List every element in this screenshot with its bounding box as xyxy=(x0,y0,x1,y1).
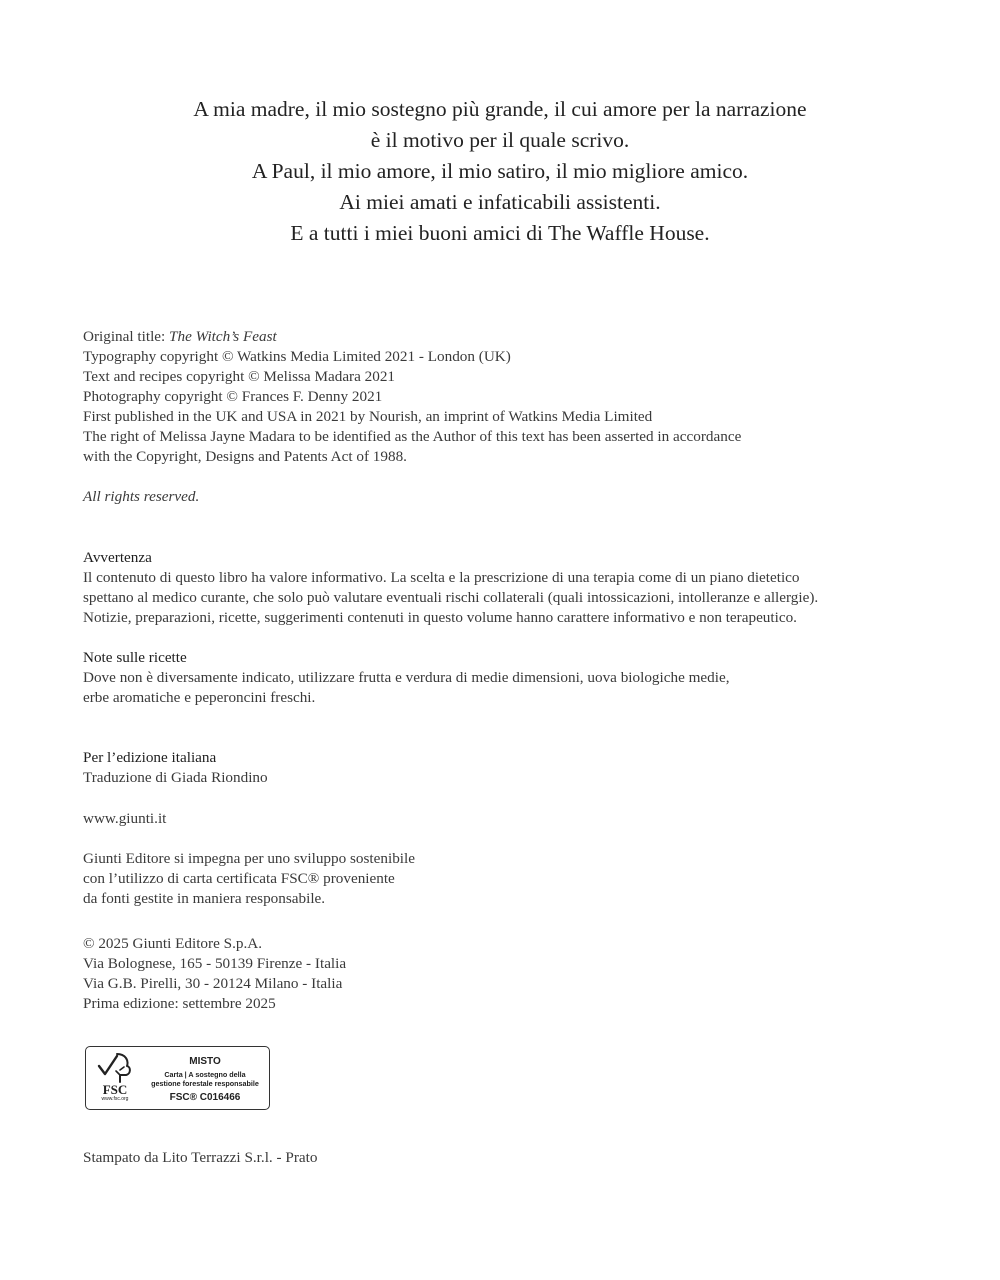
italian-edition-block xyxy=(83,748,963,788)
printer-block xyxy=(83,1148,963,1168)
copyright-line: Text and recipes copyright © Melissa Madara 2021 xyxy=(83,368,396,385)
recipe-notes-block xyxy=(83,648,963,708)
original-title-label: Original title: xyxy=(83,328,170,345)
publisher-line: Via Bolognese, 165 - 50139 Firenze - Italia xyxy=(83,955,347,972)
dedication-line: E a tutti i miei buoni amici di The Waffle House. xyxy=(290,221,710,245)
translator-credit: Traduzione di Giada Riondino xyxy=(83,769,268,786)
dedication xyxy=(0,94,1000,249)
fsc-desc-line: gestione forestale responsabile xyxy=(151,1079,259,1088)
warning-block xyxy=(83,548,963,628)
fsc-label xyxy=(85,1046,270,1110)
publisher-line: Prima edizione: settembre 2025 xyxy=(83,995,276,1012)
copyright-line: Typography copyright © Watkins Media Limited 2021 - London (UK) xyxy=(83,348,511,365)
fsc-title: MISTO xyxy=(189,1056,221,1067)
publisher-line: Via G.B. Pirelli, 30 - 20124 Milano - Italia xyxy=(83,975,343,992)
warning-heading: Avvertenza xyxy=(83,549,152,566)
fsc-code: FSC® C016466 xyxy=(169,1092,241,1103)
warning-line: Il contenuto di questo libro ha valore informativo. La scelta e la prescrizione di una terapia come di un piano dietetico xyxy=(83,569,800,586)
fsc-word: FSC xyxy=(102,1082,128,1097)
publisher-block xyxy=(83,934,963,1014)
printer-credit: Stampato da Lito Terrazzi S.r.l. - Prato xyxy=(83,1149,318,1166)
original-title-line xyxy=(83,327,963,347)
sustainability-line: da fonti gestite in maniera responsabile. xyxy=(83,890,326,907)
copyright-line: The right of Melissa Jayne Madara to be identified as the Author of this text has been asserted in accordance xyxy=(83,428,742,445)
copyright-line: with the Copyright, Designs and Patents Act of 1988. xyxy=(83,448,407,465)
recipe-notes-heading: Note sulle ricette xyxy=(83,649,187,666)
fsc-logo xyxy=(90,1050,140,1106)
website-block xyxy=(83,809,963,829)
fsc-desc-line: Carta | A sostegno della xyxy=(164,1070,246,1079)
fsc-info xyxy=(144,1056,266,1104)
copyright-block xyxy=(83,327,963,507)
sustainability-line: con l’utilizzo di carta certificata FSC® proveniente xyxy=(83,870,395,887)
original-title: The Witch’s Feast xyxy=(169,328,277,345)
copyright-line: Photography copyright © Frances F. Denny 2021 xyxy=(83,388,383,405)
rights-reserved: All rights reserved. xyxy=(83,488,200,505)
fsc-tree-check-icon xyxy=(95,1050,135,1084)
dedication-line: A Paul, il mio amore, il mio satiro, il mio migliore amico. xyxy=(251,159,749,183)
fsc-url: www.fsc.org xyxy=(101,1096,129,1102)
copyright-line: First published in the UK and USA in 2021 by Nourish, an imprint of Watkins Media Limited xyxy=(83,408,653,425)
fsc-description xyxy=(144,1070,266,1088)
dedication-line: è il motivo per il quale scrivo. xyxy=(370,128,630,152)
sustainability-line: Giunti Editore si impegna per uno sviluppo sostenibile xyxy=(83,850,415,867)
dedication-line: Ai miei amati e infaticabili assistenti. xyxy=(339,190,661,214)
dedication-line: A mia madre, il mio sostegno più grande, il cui amore per la narrazione xyxy=(193,97,807,121)
publisher-line: © 2025 Giunti Editore S.p.A. xyxy=(83,935,263,952)
italian-edition-heading: Per l’edizione italiana xyxy=(83,749,217,766)
warning-line: spettano al medico curante, che solo può valutare eventuali rischi collaterali (quali intossicazioni, intolleranze e allergie). xyxy=(83,589,819,606)
warning-line: Notizie, preparazioni, ricette, suggerimenti contenuti in questo volume hanno carattere informativo e non terapeutico. xyxy=(83,609,797,626)
recipe-notes-line: erbe aromatiche e peperoncini freschi. xyxy=(83,689,316,706)
website-link[interactable]: www.giunti.it xyxy=(83,810,167,827)
sustainability-block xyxy=(83,849,963,909)
recipe-notes-line: Dove non è diversamente indicato, utilizzare frutta e verdura di medie dimensioni, uova biologiche medie, xyxy=(83,669,730,686)
